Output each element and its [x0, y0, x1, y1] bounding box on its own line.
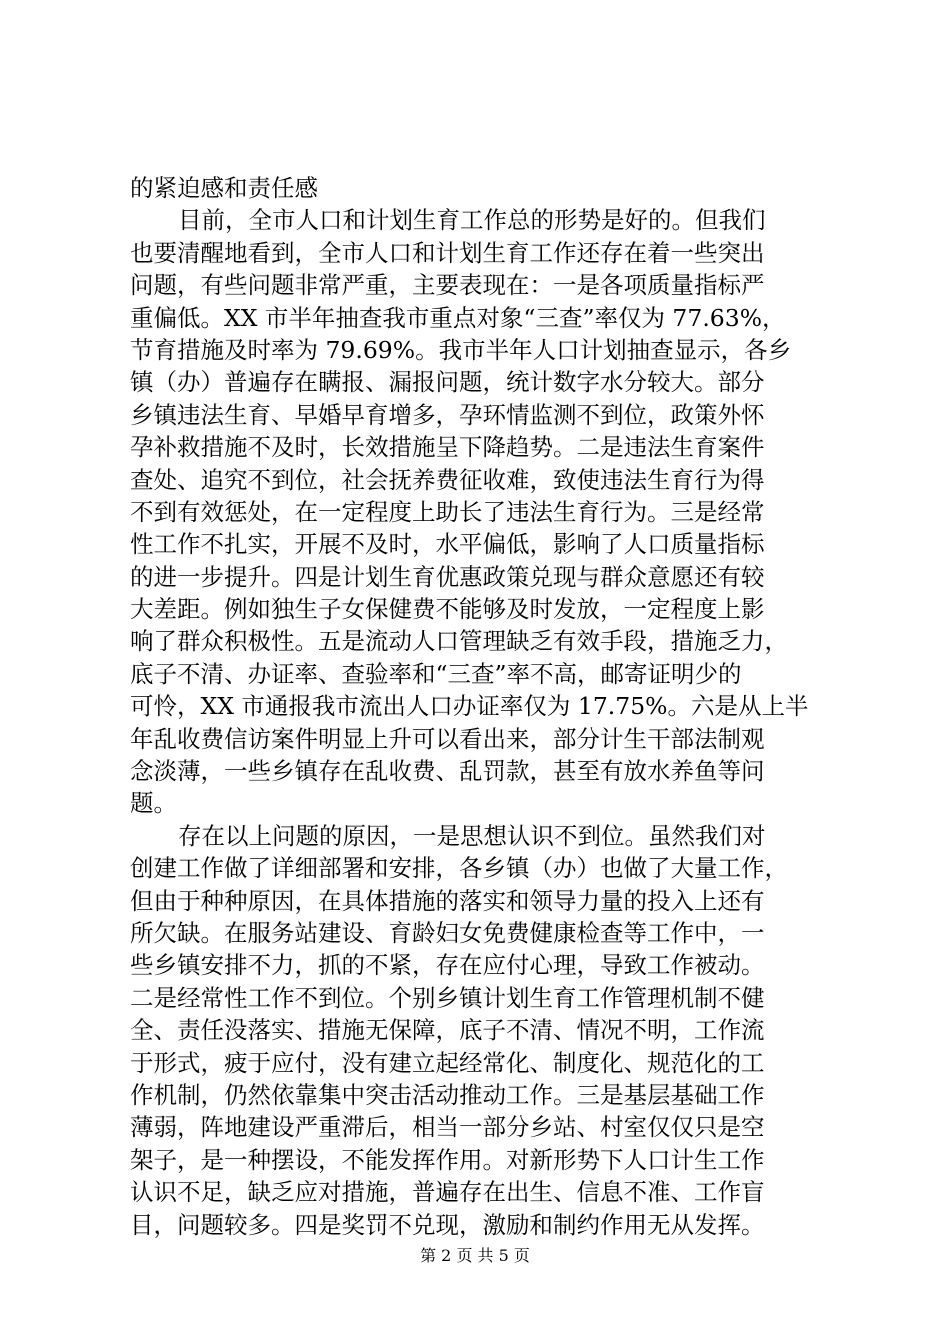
text-line: 不到有效惩处，在一定程度上助长了违法生育行为。三是经常	[130, 497, 765, 526]
text-line: 薄弱，阵地建设严重滞后，相当一部分乡站、村室仅仅只是空	[130, 1113, 765, 1142]
text-line: 全、责任没落实、措施无保障，底子不清、情况不明，工作流	[130, 1016, 765, 1045]
text-line: 架子，是一种摆设，不能发挥作用。对新形势下人口计生工作	[130, 1145, 765, 1174]
text-line: 的进一步提升。四是计划生育优惠政策兑现与群众意愿还有较	[130, 562, 765, 591]
text-line: 题。	[130, 789, 177, 818]
text-line: 于形式，疲于应付，没有建立起经常化、制度化、规范化的工	[130, 1048, 765, 1077]
text-line: 些乡镇安排不力，抓的不紧，存在应付心理，导致工作被动。	[130, 951, 765, 980]
text-line: 存在以上问题的原因，一是思想认识不到位。虽然我们对	[178, 821, 766, 850]
paragraph	[130, 820, 830, 1241]
text-line: 念淡薄，一些乡镇存在乱收费、乱罚款，甚至有放水养鱼等问	[130, 757, 765, 786]
text-line: 乡镇违法生育、早婚早育增多，孕环情监测不到位，政策外怀	[130, 400, 765, 429]
text-line: 目前，全市人口和计划生育工作总的形势是好的。但我们	[178, 206, 766, 235]
text-line: 所欠缺。在服务站建设、育龄妇女免费健康检查等工作中，一	[130, 918, 765, 947]
text-line: 查处、追究不到位，社会抚养费征收难，致使违法生育行为得	[130, 465, 765, 494]
text-line: 作机制，仍然依靠集中突击活动推动工作。三是基层基础工作	[130, 1080, 765, 1109]
text-line: 但由于种种原因，在具体措施的落实和领导力量的投入上还有	[130, 886, 765, 915]
text-line: 也要清醒地看到，全市人口和计划生育工作还存在着一些突出	[130, 238, 765, 267]
text-line: 大差距。例如独生子女保健费不能够及时发放，一定程度上影	[130, 595, 765, 624]
text-line: 镇（办）普遍存在瞒报、漏报问题，统计数字水分较大。部分	[130, 368, 765, 397]
text-line: 年乱收费信访案件明显上升可以看出来，部分计生干部法制观	[130, 724, 765, 753]
text-line: 二是经常性工作不到位。个别乡镇计划生育工作管理机制不健	[130, 983, 765, 1012]
text-line: 目，问题较多。四是奖罚不兑现，激励和制约作用无从发挥。	[130, 1210, 765, 1239]
text-line: 可怜，XX 市通报我市流出人口办证率仅为 17.75%。六是从上半	[130, 692, 809, 721]
text-line: 重偏低。XX 市半年抽查我市重点对象“三查”率仅为 77.63%，	[130, 303, 786, 332]
paragraph	[130, 172, 830, 204]
text-line: 底子不清、办证率、查验率和“三查”率不高，邮寄证明少的	[130, 659, 742, 688]
text-line: 问题，有些问题非常严重，主要表现在：一是各项质量指标严	[130, 271, 765, 300]
body-text	[130, 172, 830, 1241]
text-line: 认识不足，缺乏应对措施，普遍存在出生、信息不准、工作盲	[130, 1178, 765, 1207]
text-line: 孕补救措施不及时，长效措施呈下降趋势。二是违法生育案件	[130, 433, 765, 462]
text-line: 响了群众积极性。五是流动人口管理缺乏有效手段，措施乏力，	[130, 627, 788, 656]
paragraph	[130, 204, 830, 819]
page-footer: 第 2 页 共 5 页	[420, 1246, 530, 1265]
text-line: 性工作不扎实，开展不及时，水平偏低，影响了人口质量指标	[130, 530, 765, 559]
text-line: 的紧迫感和责任感	[130, 174, 318, 202]
text-line: 节育措施及时率为 79.69%。我市半年人口计划抽查显示，各乡	[130, 335, 792, 364]
text-line: 创建工作做了详细部署和安排，各乡镇（办）也做了大量工作，	[130, 854, 788, 883]
